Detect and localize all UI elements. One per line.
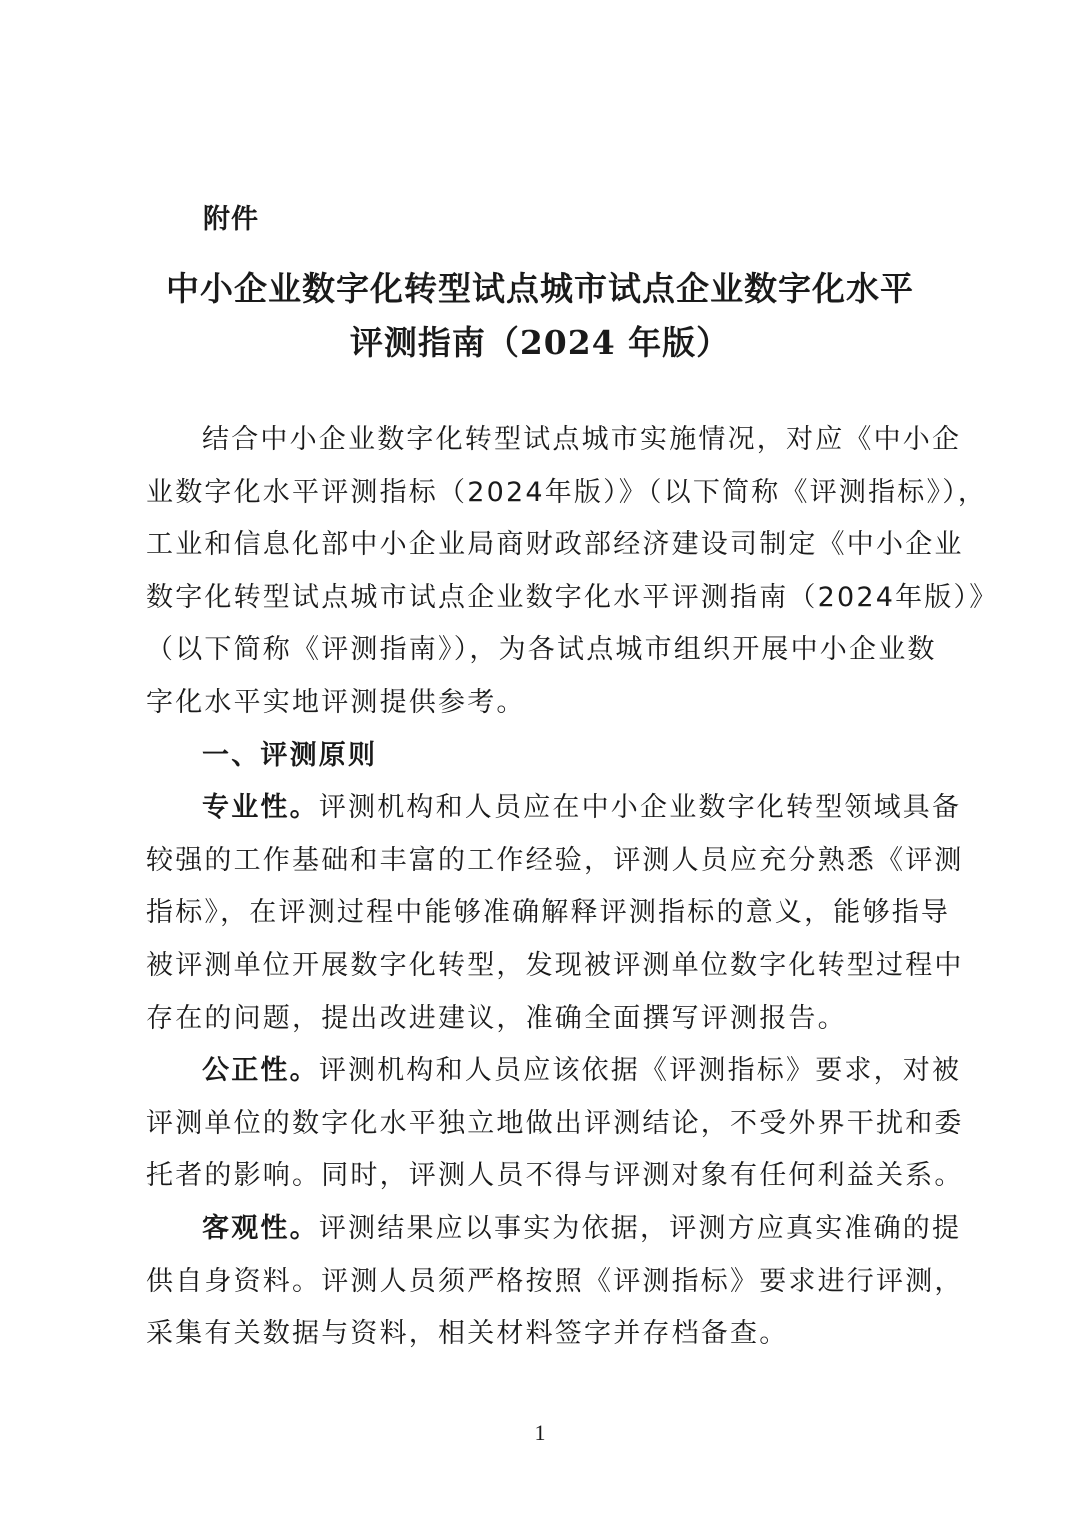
principle-line: 评测单位的数字化水平独立地做出评测结论，不受外界干扰和委 bbox=[146, 1107, 964, 1139]
principle-line: 采集有关数据与资料，相关材料签字并存档备查。 bbox=[146, 1318, 789, 1350]
section-heading: 一、评测原则 bbox=[202, 739, 378, 771]
intro-line: 数字化转型试点城市试点企业数字化水平评测指南（2024年版）》 bbox=[146, 581, 999, 613]
principle-line: 托者的影响。同时，评测人员不得与评测对象有任何利益关系。 bbox=[146, 1160, 964, 1192]
intro-line: 业数字化水平评测指标（2024年版）》（以下简称《评测指标》）， bbox=[146, 476, 988, 508]
title-line-1: 中小企业数字化转型试点城市试点企业数字化水平 bbox=[166, 269, 914, 308]
principle-line: 供自身资料。评测人员须严格按照《评测指标》要求进行评测， bbox=[146, 1265, 964, 1297]
document-body bbox=[146, 414, 999, 1361]
principle-term: 专业性。 bbox=[202, 792, 319, 824]
principle-first-line bbox=[146, 1045, 962, 1098]
principle-text: 评测机构和人员应在中小企业数字化转型领域具备 bbox=[318, 792, 962, 824]
principle-line: 被评测单位开展数字化转型，发现被评测单位数字化转型过程中 bbox=[146, 949, 964, 981]
title-line-2: 评测指南（2024 年版） bbox=[349, 323, 731, 362]
principle-text: 评测机构和人员应该依据《评测指标》要求，对被 bbox=[318, 1055, 962, 1087]
intro-line: 字化水平实地评测提供参考。 bbox=[146, 686, 526, 718]
principle-first-line bbox=[146, 782, 962, 835]
document-title bbox=[100, 262, 980, 370]
principle-term: 客观性。 bbox=[202, 1212, 319, 1244]
intro-line: 工业和信息化部中小企业局商财政部经济建设司制定《中小企业 bbox=[146, 529, 964, 561]
principle-line: 存在的问题，提出改进建议，准确全面撰写评测报告。 bbox=[146, 1002, 847, 1034]
principle-text: 评测结果应以事实为依据，评测方应真实准确的提 bbox=[318, 1212, 962, 1244]
intro-line: 结合中小企业数字化转型试点城市实施情况，对应《中小企 bbox=[202, 424, 962, 455]
principle-term: 公正性。 bbox=[202, 1055, 319, 1087]
principle-line: 较强的工作基础和丰富的工作经验，评测人员应充分熟悉《评测 bbox=[146, 844, 964, 876]
annex-label: 附件 bbox=[203, 204, 259, 235]
page-number: 1 bbox=[534, 1420, 546, 1445]
principle-line: 指标》，在评测过程中能够准确解释评测指标的意义，能够指导 bbox=[146, 897, 951, 929]
principle-first-line bbox=[146, 1203, 962, 1256]
intro-line: （以下简称《评测指南》），为各试点城市组织开展中小企业数 bbox=[146, 634, 937, 666]
